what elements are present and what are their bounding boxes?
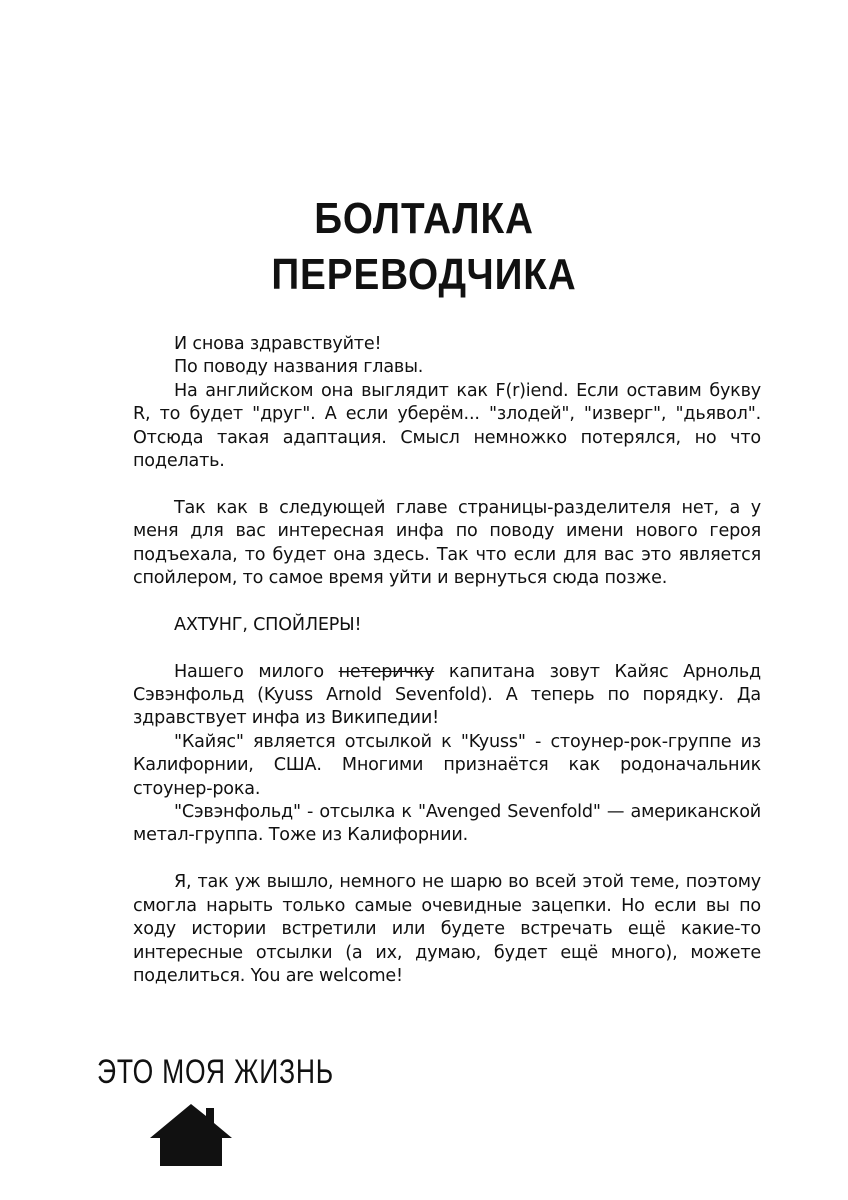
translator-notes <box>133 333 761 988</box>
paragraph-gap <box>133 473 761 496</box>
captain-text-start: Нашего милого <box>174 661 324 682</box>
paragraph-spoiler-warning: АХТУНГ, СПОЙЛЕРЫ! <box>174 614 362 635</box>
paragraph-title-explanation: На английском она выглядит как F(r)iend. Если оставим букву R, то будет "друг". А если уберём... "злодей", "изверг", "дьявол". Отсюда такая адаптация. Смысл немножко потерялся, но что поделать. <box>133 380 761 472</box>
paragraph-gap <box>133 590 761 613</box>
captain-text-end: капитана зовут Кайяс Арнольд Сэвэнфольд (Kyuss Arnold Sevenfold). А теперь по порядку. Да здравствует инфа из Википедии! <box>133 661 761 729</box>
page-title-line-1: БОЛТАЛКА <box>314 194 534 243</box>
paragraph-sevenfold: "Сэвэнфольд" - отсылка к "Avenged Sevenfold" — американской метал-группа. Тоже из Калифорнии. <box>133 802 761 846</box>
struck-word: нетеричку <box>338 661 435 682</box>
paragraph-spoiler-intro: Так как в следующей главе страницы-разделителя нет, а у меня для вас интересная инфа по поводу имени нового героя подъехала, то будет она здесь. Так что если для вас это является спойлером, то самое время уйти и вернуться сюда позже. <box>133 497 761 589</box>
paragraph-gap <box>133 848 761 871</box>
series-title: ЭТО МОЯ ЖИЗНЬ <box>97 1053 334 1091</box>
paragraph-captain-name <box>133 661 761 731</box>
paragraph-greeting: И снова здравствуйте! <box>174 334 382 354</box>
paragraph-chapter-title: По поводу названия главы. <box>174 357 424 378</box>
paragraph-kyuss: "Кайяс" является отсылкой к "Kyuss" - стоунер-рок-группе из Калифорнии, США. Многими признаётся как родоначальник стоунер-рока. <box>133 731 761 799</box>
house-icon <box>150 1104 232 1166</box>
page-title-line-2: ПЕРЕВОДЧИКА <box>271 250 577 299</box>
paragraph-gap <box>133 637 761 660</box>
paragraph-closing: Я, так уж вышло, немного не шарю во всей этой теме, поэтому смогла нарыть только самые очевидные зацепки. Но если вы по ходу истории встретили или будете встречать ещё какие-то интересные отсылки (а их, думаю, будет ещё много), можете поделиться. You are welcome! <box>133 872 761 986</box>
